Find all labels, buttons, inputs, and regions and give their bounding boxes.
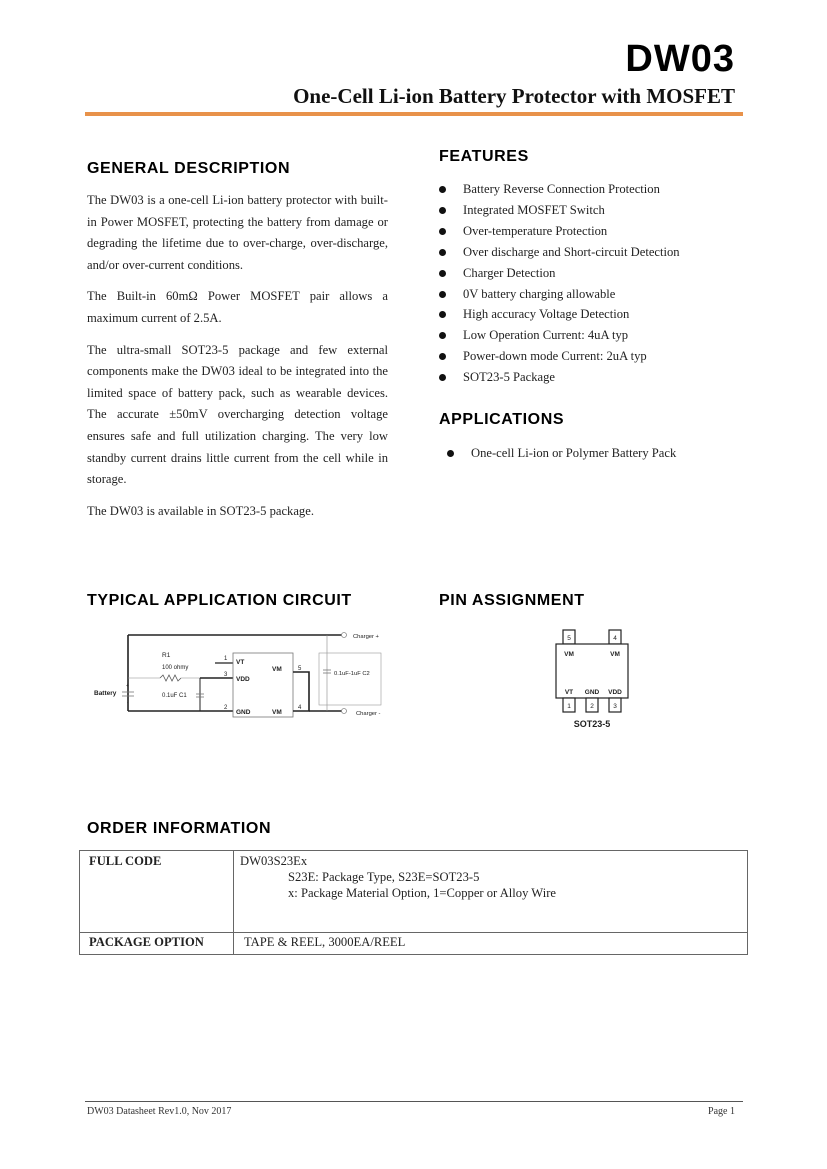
- pin5-label: 5: [298, 666, 302, 672]
- pin1-label: 1: [224, 656, 228, 662]
- package-option-value: TAPE & REEL, 3000EA/REEL: [234, 933, 748, 955]
- header-divider: [85, 112, 743, 116]
- package-name-label: SOT23-5: [573, 719, 611, 729]
- bullet-icon: [447, 450, 454, 457]
- footer-page-number: Page 1: [708, 1106, 735, 1117]
- feature-text: Over discharge and Short-circuit Detection: [463, 244, 680, 259]
- r1-value-label: 100 ohmy: [162, 665, 189, 671]
- bullet-icon: [439, 374, 446, 381]
- pin-gnd-label: GND: [236, 709, 251, 716]
- description-paragraph: The DW03 is a one-cell Li-ion battery protector with built-in Power MOSFET, protecting the battery from damage or degrading the lifetime due to over-charge, over-discharge, and/or over-current conditions.: [87, 193, 388, 272]
- full-code-value: DW03S23Ex: [240, 854, 308, 868]
- bullet-icon: [439, 249, 446, 256]
- capacitor-c2-box: [319, 653, 381, 705]
- application-item: [447, 443, 749, 464]
- features-heading: FEATURES: [439, 148, 529, 165]
- feature-item: [439, 179, 749, 200]
- pin4-label: 4: [298, 705, 302, 711]
- feature-text: SOT23-5 Package: [463, 370, 555, 385]
- feature-text: 0V battery charging allowable: [463, 286, 616, 301]
- bullet-icon: [439, 332, 446, 339]
- description-paragraph: The ultra-small SOT23-5 package and few external components make the DW03 ideal to be integrated into the limited space of battery pack, such as wearable devices. The accurate ±50mV overcharging detection voltage ensures safe and full utilization charging. The very low standby current drains little current from the cell while in storage.: [87, 342, 388, 487]
- description-paragraph: The Built-in 60mΩ Power MOSFET pair allows a maximum current of 2.5A.: [87, 289, 388, 325]
- general-description-heading: GENERAL DESCRIPTION: [87, 160, 291, 177]
- package-option-label: PACKAGE OPTION: [80, 933, 234, 955]
- battery-label: Battery: [94, 690, 117, 697]
- resistor-r1: [160, 675, 181, 681]
- pin-number: 3: [613, 703, 617, 710]
- pin-number: 5: [567, 635, 571, 642]
- applications-list: [439, 443, 749, 464]
- feature-text: Battery Reverse Connection Protection: [463, 182, 660, 196]
- c1-label: 0.1uF C1: [162, 693, 187, 699]
- sot23-5-pinout-diagram: [550, 626, 640, 734]
- pin-vm-bottom-label: VM: [272, 709, 282, 716]
- full-code-note: x: Package Material Option, 1=Copper or Alloy Wire: [288, 886, 556, 900]
- document-subtitle: One-Cell Li-ion Battery Protector with MOSFET: [293, 84, 735, 108]
- full-code-cell: [234, 851, 748, 933]
- applications-heading: APPLICATIONS: [439, 411, 565, 428]
- battery-minus-label: -: [127, 700, 129, 706]
- pin-name: VT: [564, 689, 574, 696]
- typical-application-circuit: [90, 625, 390, 725]
- charger-plus-terminal: [342, 633, 347, 638]
- application-text: One-cell Li-ion or Polymer Battery Pack: [471, 446, 677, 460]
- full-code-note: S23E: Package Type, S23E=SOT23-5: [288, 870, 480, 884]
- table-row: [80, 851, 748, 933]
- pin-vdd-label: VDD: [236, 676, 250, 683]
- feature-item: [439, 346, 749, 367]
- feature-item: [439, 200, 749, 221]
- features-list: [439, 179, 749, 388]
- pin-name: VM: [610, 651, 620, 658]
- pin-name: VM: [564, 651, 574, 658]
- pin-number: 2: [590, 703, 594, 710]
- bullet-icon: [439, 228, 446, 235]
- bullet-icon: [439, 311, 446, 318]
- bullet-icon: [439, 353, 446, 360]
- description-paragraph: The DW03 is available in SOT23-5 package.: [87, 503, 314, 518]
- pin-vm-top-label: VM: [272, 666, 282, 673]
- feature-item: [439, 263, 749, 284]
- c2-label: 0.1uF-1uF C2: [334, 671, 370, 677]
- pin-name: GND: [584, 689, 600, 696]
- general-description-section: [87, 160, 388, 522]
- r1-label: R1: [162, 652, 171, 659]
- footer-divider: [85, 1101, 743, 1102]
- bullet-icon: [439, 207, 446, 214]
- feature-item: [439, 242, 749, 263]
- order-information-heading: ORDER INFORMATION: [87, 820, 272, 837]
- charger-minus-label: Charger -: [356, 711, 381, 717]
- document-title: DW03: [625, 38, 735, 80]
- charger-minus-terminal: [342, 709, 347, 714]
- feature-text: Charger Detection: [463, 265, 556, 280]
- pin-number: 1: [567, 703, 571, 710]
- feature-text: Power-down mode Current: 2uA typ: [463, 349, 647, 364]
- order-information-table: [79, 850, 748, 955]
- pin3-label: 3: [224, 672, 228, 678]
- feature-text: High accuracy Voltage Detection: [463, 307, 630, 322]
- feature-text: Low Operation Current: 4uA typ: [463, 328, 629, 343]
- pin-number: 4: [613, 635, 617, 642]
- pin-vt-label: VT: [236, 659, 245, 666]
- bullet-icon: [439, 186, 446, 193]
- charger-plus-label: Charger +: [353, 634, 379, 640]
- battery-plus-label: +: [126, 683, 129, 689]
- pin-name: VDD: [608, 689, 622, 696]
- feature-item: [439, 325, 749, 346]
- applications-section: [439, 411, 749, 464]
- bullet-icon: [439, 270, 446, 277]
- full-code-label: FULL CODE: [80, 851, 234, 933]
- pin2-label: 2: [224, 705, 228, 711]
- footer-revision: DW03 Datasheet Rev1.0, Nov 2017: [87, 1106, 232, 1117]
- feature-text: Integrated MOSFET Switch: [463, 202, 605, 217]
- feature-text: Over-temperature Protection: [463, 223, 608, 238]
- feature-item: [439, 284, 749, 305]
- feature-item: [439, 304, 749, 325]
- feature-item: [439, 367, 749, 388]
- table-row: [80, 933, 748, 955]
- typical-circuit-heading: TYPICAL APPLICATION CIRCUIT: [87, 592, 352, 609]
- bullet-icon: [439, 291, 446, 298]
- features-section: [439, 148, 749, 388]
- feature-item: [439, 221, 749, 242]
- pin-assignment-heading: PIN ASSIGNMENT: [439, 592, 585, 609]
